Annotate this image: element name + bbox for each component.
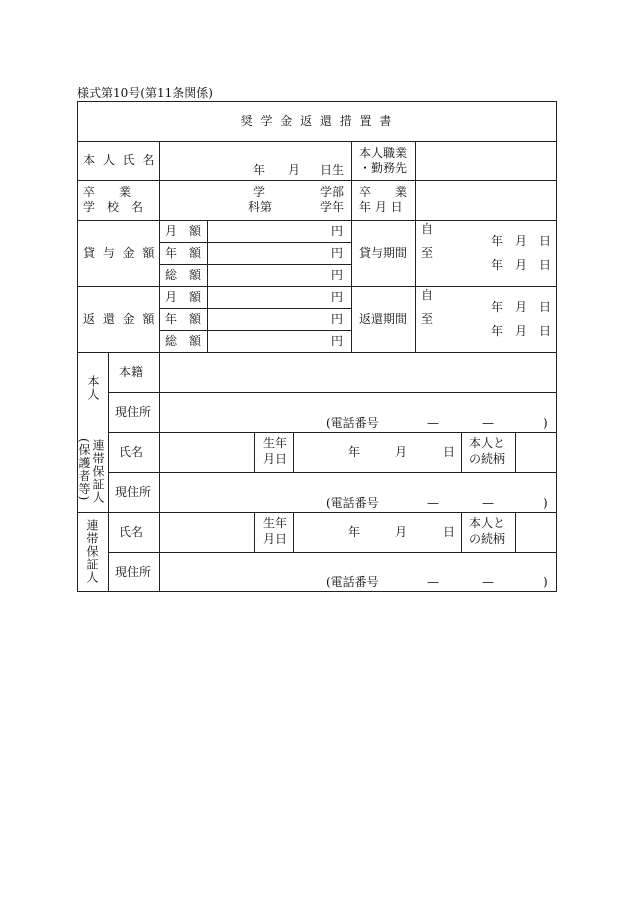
guarantor1-birth-field[interactable] — [294, 433, 461, 472]
gakubu-label: 学部 — [320, 185, 345, 199]
repayment-to-day: 日 — [539, 324, 552, 338]
gakunen-label: 学年 — [320, 200, 345, 214]
guarantor2-birth-label-1: 生年 — [263, 516, 288, 530]
repayment-amount-label: 返 還 金 額 — [83, 312, 157, 326]
repayment-yearly-unit: 円 — [331, 312, 344, 326]
form-title: 奨 学 金 返 還 措 置 書 — [240, 114, 394, 128]
guarantor1-birth-year: 年 — [348, 445, 361, 459]
guarantor2-label: 連帯保証人 — [85, 519, 99, 584]
repayment-form-table — [77, 101, 557, 592]
repayment-period-from: 自 — [421, 288, 434, 302]
guarantor2-birth-field[interactable] — [294, 513, 461, 552]
guarantor2-phone-dash-1: — — [427, 575, 439, 589]
guarantor1-address-label: 現住所 — [115, 485, 152, 499]
loan-total-label: 総 額 — [165, 268, 202, 282]
self-address-label: 現住所 — [115, 405, 152, 419]
graduation-date-label-1: 卒 業 — [359, 185, 408, 199]
guarantor1-phone-dash-1: — — [427, 496, 439, 510]
birth-day-label: 日生 — [320, 163, 345, 177]
repayment-period-to: 至 — [421, 312, 434, 326]
loan-period-from: 自 — [421, 222, 434, 236]
graduation-label-1: 卒 業 — [83, 185, 132, 199]
occupation-label-1: 本人職業 — [359, 146, 408, 160]
guarantor2-birth-month: 月 — [395, 525, 408, 539]
guarantor2-birth-label-2: 月日 — [263, 532, 288, 546]
graduation-date-label-2: 年 月 日 — [359, 200, 403, 214]
gakka-label-2: 科第 — [248, 200, 273, 214]
guarantor1-relation-label-1: 本人と — [469, 436, 506, 450]
loan-total-field[interactable] — [208, 265, 351, 286]
graduation-date-field[interactable] — [416, 181, 556, 220]
loan-from-month: 月 — [515, 234, 528, 248]
birth-year-label: 年 — [253, 163, 266, 177]
guarantor1-birth-day: 日 — [443, 445, 456, 459]
guarantor2-birth-year: 年 — [348, 525, 361, 539]
loan-period-label: 貸与期間 — [359, 246, 408, 260]
guarantor1-relation-label-2: の続柄 — [469, 452, 506, 466]
guarantor1-birth-label-1: 生年 — [263, 436, 288, 450]
birth-month-label: 月 — [288, 163, 301, 177]
graduation-label-2: 学 校 名 — [83, 200, 144, 214]
loan-to-day: 日 — [539, 258, 552, 272]
guarantor1-phone-close: ) — [543, 496, 548, 510]
repayment-from-year: 年 — [491, 300, 504, 314]
loan-yearly-field[interactable] — [208, 243, 351, 264]
guarantor1-name-label: 氏名 — [119, 445, 144, 459]
repayment-total-label: 総 額 — [165, 334, 202, 348]
loan-to-month: 月 — [515, 258, 528, 272]
loan-yearly-unit: 円 — [331, 246, 344, 260]
loan-period-to: 至 — [421, 246, 434, 260]
guarantor1-relation-field[interactable] — [516, 433, 556, 472]
occupation-field[interactable] — [416, 142, 556, 180]
guarantor2-relation-field[interactable] — [516, 513, 556, 552]
occupation-label-2: ・勤務先 — [359, 161, 408, 175]
guarantor1-birth-month: 月 — [395, 445, 408, 459]
loan-to-year: 年 — [491, 258, 504, 272]
repayment-to-month: 月 — [515, 324, 528, 338]
loan-monthly-unit: 円 — [331, 224, 344, 238]
repayment-total-field[interactable] — [208, 331, 351, 352]
guarantor2-address-label: 現住所 — [115, 565, 152, 579]
guarantor2-phone-dash-2: — — [482, 575, 494, 589]
loan-from-day: 日 — [539, 234, 552, 248]
loan-from-year: 年 — [491, 234, 504, 248]
loan-monthly-field[interactable] — [208, 221, 351, 242]
guarantor2-relation-label-2: の続柄 — [469, 532, 506, 546]
self-phone-dash-1: — — [427, 416, 439, 430]
repayment-period-label: 返還期間 — [359, 312, 408, 326]
repayment-monthly-unit: 円 — [331, 290, 344, 304]
honseki-label: 本籍 — [119, 365, 144, 379]
guarantor1-sub-label: (保護者等) — [77, 438, 91, 502]
guarantor2-relation-label-1: 本人と — [469, 516, 506, 530]
repayment-monthly-label: 月 額 — [165, 290, 202, 304]
form-number: 様式第10号(第11条関係) — [77, 86, 213, 100]
repayment-from-month: 月 — [515, 300, 528, 314]
self-phone-open: (電話番号 — [326, 416, 379, 430]
guarantor1-phone-dash-2: — — [482, 496, 494, 510]
guarantor2-birth-day: 日 — [443, 525, 456, 539]
self-phone-dash-2: — — [482, 416, 494, 430]
self-label: 本人 — [86, 375, 100, 401]
guarantor2-phone-open: (電話番号 — [326, 575, 379, 589]
loan-total-unit: 円 — [331, 268, 344, 282]
guarantor1-birth-label-2: 月日 — [263, 452, 288, 466]
self-phone-close: ) — [543, 416, 548, 430]
loan-yearly-label: 年 額 — [165, 246, 202, 260]
guarantor1-phone-open: (電話番号 — [326, 496, 379, 510]
guarantor1-name-field[interactable] — [160, 433, 254, 472]
loan-amount-label: 貸 与 金 額 — [83, 246, 157, 260]
repayment-from-day: 日 — [539, 300, 552, 314]
repayment-yearly-field[interactable] — [208, 309, 351, 330]
guarantor2-phone-close: ) — [543, 575, 548, 589]
gakka-label: 学 — [253, 185, 266, 199]
guarantor2-name-field[interactable] — [160, 513, 254, 552]
honseki-field[interactable] — [160, 353, 556, 392]
loan-monthly-label: 月 額 — [165, 224, 202, 238]
guarantor1-label: 連帯保証人 — [91, 439, 105, 504]
applicant-name-label: 本 人 氏 名 — [83, 153, 157, 167]
repayment-monthly-field[interactable] — [208, 287, 351, 308]
guarantor2-name-label: 氏名 — [119, 525, 144, 539]
repayment-total-unit: 円 — [331, 334, 344, 348]
repayment-yearly-label: 年 額 — [165, 312, 202, 326]
repayment-to-year: 年 — [491, 324, 504, 338]
